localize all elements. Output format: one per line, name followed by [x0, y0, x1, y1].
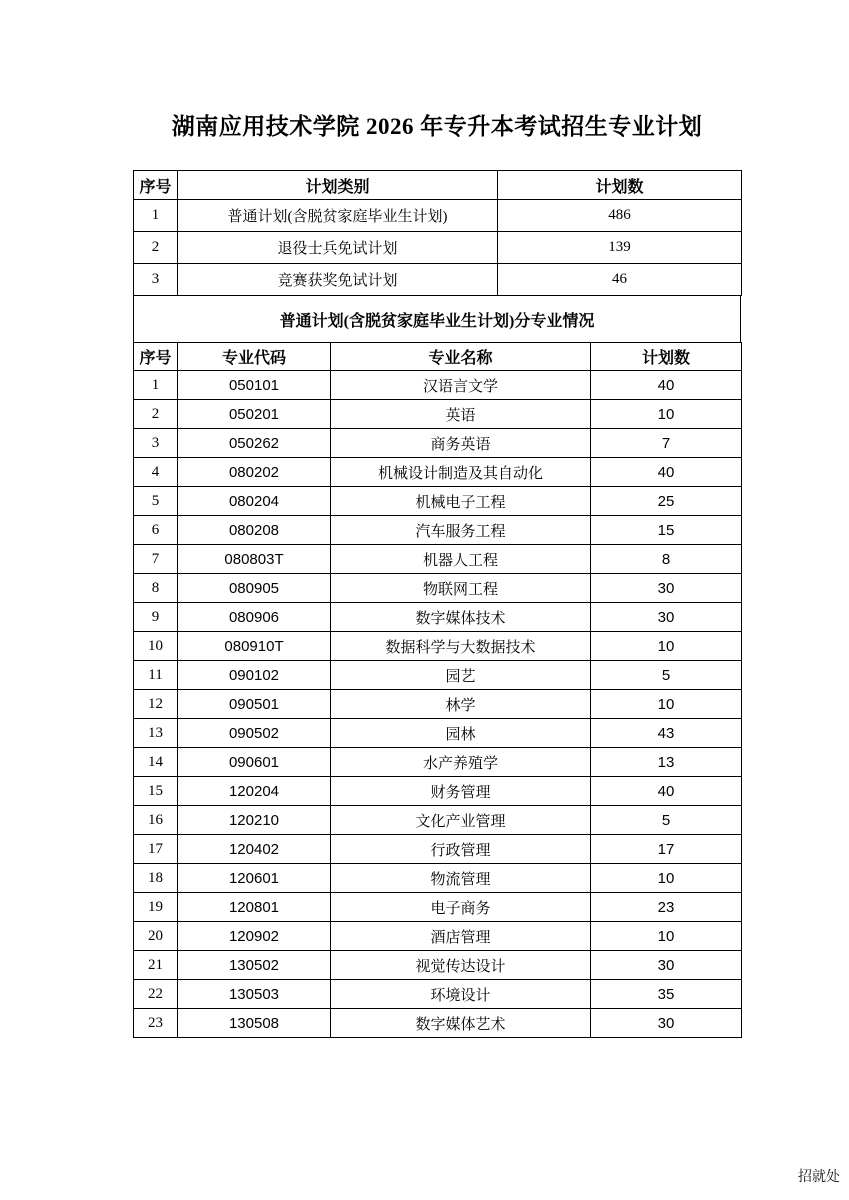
table-cell: 退役士兵免试计划 — [178, 232, 498, 264]
table-cell: 3 — [134, 429, 178, 458]
table-cell: 4 — [134, 458, 178, 487]
table-cell: 17 — [134, 835, 178, 864]
table-row — [134, 980, 742, 1009]
table-cell: 35 — [591, 980, 742, 1009]
table-row — [134, 951, 742, 980]
table-cell: 080905 — [178, 574, 331, 603]
table-cell: 1 — [134, 371, 178, 400]
table-cell: 数字媒体技术 — [331, 603, 591, 632]
table-cell: 40 — [591, 458, 742, 487]
table-cell: 水产养殖学 — [331, 748, 591, 777]
table-cell: 汽车服务工程 — [331, 516, 591, 545]
table-cell: 21 — [134, 951, 178, 980]
table-cell: 30 — [591, 951, 742, 980]
table-cell: 园艺 — [331, 661, 591, 690]
detail-header-row — [134, 343, 742, 371]
table-cell: 090102 — [178, 661, 331, 690]
table-cell: 486 — [498, 200, 742, 232]
table-cell: 10 — [134, 632, 178, 661]
table-cell: 120801 — [178, 893, 331, 922]
table-row — [134, 487, 742, 516]
tables-container — [133, 170, 741, 1038]
column-header: 计划数 — [591, 343, 742, 371]
table-cell: 120402 — [178, 835, 331, 864]
table-row — [134, 429, 742, 458]
table-cell: 酒店管理 — [331, 922, 591, 951]
column-header: 计划数 — [498, 171, 742, 200]
table-cell: 7 — [591, 429, 742, 458]
table-cell: 普通计划(含脱贫家庭毕业生计划) — [178, 200, 498, 232]
table-cell: 130508 — [178, 1009, 331, 1038]
table-cell: 2 — [134, 400, 178, 429]
table-cell: 机器人工程 — [331, 545, 591, 574]
table-cell: 080202 — [178, 458, 331, 487]
table-cell: 120601 — [178, 864, 331, 893]
table-cell: 15 — [134, 777, 178, 806]
page-title: 湖南应用技术学院 2026 年专升本考试招生专业计划 — [171, 114, 703, 139]
table-row — [134, 777, 742, 806]
table-cell: 120210 — [178, 806, 331, 835]
table-cell: 商务英语 — [331, 429, 591, 458]
table-cell: 7 — [134, 545, 178, 574]
table-cell: 9 — [134, 603, 178, 632]
column-header: 序号 — [134, 343, 178, 371]
table-row — [134, 603, 742, 632]
table-cell: 080906 — [178, 603, 331, 632]
table-row — [134, 922, 742, 951]
table-cell: 46 — [498, 264, 742, 296]
table-row — [134, 806, 742, 835]
table-cell: 090601 — [178, 748, 331, 777]
table-cell: 电子商务 — [331, 893, 591, 922]
table-cell: 050262 — [178, 429, 331, 458]
table-cell: 080910T — [178, 632, 331, 661]
table-cell: 10 — [591, 864, 742, 893]
table-row — [134, 516, 742, 545]
table-row — [134, 835, 742, 864]
table-cell: 30 — [591, 603, 742, 632]
column-header: 计划类别 — [178, 171, 498, 200]
table-cell: 竞赛获奖免试计划 — [178, 264, 498, 296]
table-cell: 050101 — [178, 371, 331, 400]
table-row — [134, 400, 742, 429]
table-cell: 10 — [591, 400, 742, 429]
table-cell: 行政管理 — [331, 835, 591, 864]
table-cell: 43 — [591, 719, 742, 748]
table-cell: 11 — [134, 661, 178, 690]
table-cell: 英语 — [331, 400, 591, 429]
table-cell: 23 — [134, 1009, 178, 1038]
table-cell: 园林 — [331, 719, 591, 748]
table-cell: 3 — [134, 264, 178, 296]
table-cell: 1 — [134, 200, 178, 232]
table-cell: 2 — [134, 232, 178, 264]
table-cell: 8 — [134, 574, 178, 603]
table-cell: 物流管理 — [331, 864, 591, 893]
table-cell: 数字媒体艺术 — [331, 1009, 591, 1038]
table-cell: 090501 — [178, 690, 331, 719]
table-cell: 环境设计 — [331, 980, 591, 1009]
table-cell: 17 — [591, 835, 742, 864]
table-cell: 16 — [134, 806, 178, 835]
table-cell: 090502 — [178, 719, 331, 748]
table-cell: 080208 — [178, 516, 331, 545]
table-row — [134, 264, 742, 296]
table-cell: 13 — [591, 748, 742, 777]
table-cell: 130502 — [178, 951, 331, 980]
table-cell: 130503 — [178, 980, 331, 1009]
table-cell: 20 — [134, 922, 178, 951]
table-cell: 23 — [591, 893, 742, 922]
table-cell: 汉语言文学 — [331, 371, 591, 400]
table-cell: 10 — [591, 632, 742, 661]
table-cell: 30 — [591, 1009, 742, 1038]
table-cell: 文化产业管理 — [331, 806, 591, 835]
table-cell: 财务管理 — [331, 777, 591, 806]
table-cell: 5 — [134, 487, 178, 516]
column-header: 专业代码 — [178, 343, 331, 371]
table-row — [134, 200, 742, 232]
table-cell: 5 — [591, 806, 742, 835]
section-title: 普通计划(含脱贫家庭毕业生计划)分专业情况 — [133, 296, 741, 342]
table-cell: 14 — [134, 748, 178, 777]
table-cell: 22 — [134, 980, 178, 1009]
table-cell: 视觉传达设计 — [331, 951, 591, 980]
table-cell: 050201 — [178, 400, 331, 429]
table-cell: 18 — [134, 864, 178, 893]
table-row — [134, 371, 742, 400]
table-cell: 10 — [591, 690, 742, 719]
table-cell: 物联网工程 — [331, 574, 591, 603]
table-cell: 12 — [134, 690, 178, 719]
table-cell: 6 — [134, 516, 178, 545]
table-cell: 25 — [591, 487, 742, 516]
table-row — [134, 232, 742, 264]
table-row — [134, 661, 742, 690]
table-row — [134, 748, 742, 777]
table-cell: 40 — [591, 777, 742, 806]
table-row — [134, 545, 742, 574]
table-cell: 林学 — [331, 690, 591, 719]
table-cell: 120902 — [178, 922, 331, 951]
table-row — [134, 719, 742, 748]
table-cell: 5 — [591, 661, 742, 690]
column-header: 序号 — [134, 171, 178, 200]
table-row — [134, 1009, 742, 1038]
table-row — [134, 690, 742, 719]
table-cell: 13 — [134, 719, 178, 748]
table-row — [134, 632, 742, 661]
table-row — [134, 893, 742, 922]
table-row — [134, 864, 742, 893]
table-cell: 120204 — [178, 777, 331, 806]
major-plan-table — [133, 342, 742, 1038]
table-row — [134, 458, 742, 487]
table-cell: 40 — [591, 371, 742, 400]
table-cell: 数据科学与大数据技术 — [331, 632, 591, 661]
table-cell: 机械设计制造及其自动化 — [331, 458, 591, 487]
table-cell: 30 — [591, 574, 742, 603]
table-cell: 机械电子工程 — [331, 487, 591, 516]
column-header: 专业名称 — [331, 343, 591, 371]
table-cell: 15 — [591, 516, 742, 545]
table-cell: 10 — [591, 922, 742, 951]
table-cell: 139 — [498, 232, 742, 264]
table-cell: 080803T — [178, 545, 331, 574]
table-cell: 8 — [591, 545, 742, 574]
plan-summary-table — [133, 170, 742, 296]
table-row — [134, 574, 742, 603]
summary-header-row — [134, 171, 742, 200]
table-cell: 080204 — [178, 487, 331, 516]
table-cell: 19 — [134, 893, 178, 922]
footer-note: 招就处 — [798, 1170, 840, 1185]
